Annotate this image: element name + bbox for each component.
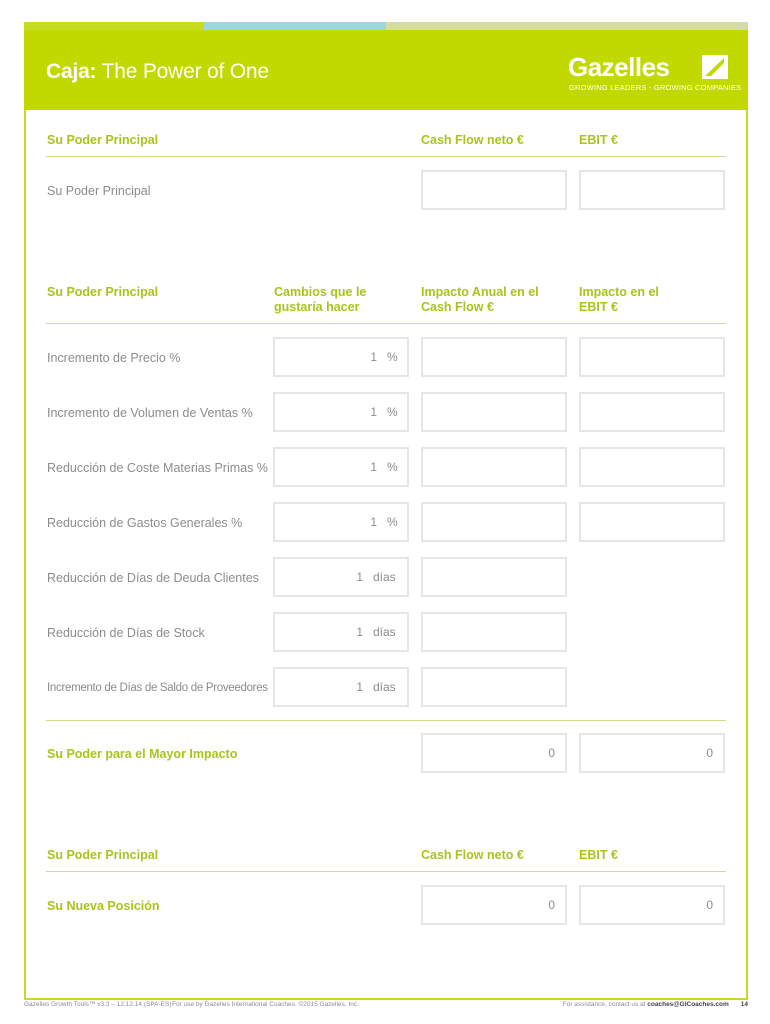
s2-impact-cashflow-value: 0 [548,746,555,760]
s2-row-label: Incremento de Volumen de Ventas % [47,406,253,420]
footer-copyright: For use by Gazelles International Coaches. ©2015 Gazelles, Inc. [172,1001,359,1008]
logo-word: Gazelles [568,52,670,82]
footer-assistance [563,1001,748,1008]
s2-change-field[interactable] [273,337,409,377]
top-strip-khaki [386,22,748,30]
s3-col-ebit: EBIT € [579,848,618,862]
s2-impact-cashflow-field[interactable] [421,733,567,773]
s1-ebit-field[interactable] [579,170,725,210]
s2-cashflow-field[interactable] [421,612,567,652]
s2-change-value: 1 [370,515,377,529]
s2-row-label: Reducción de Gastos Generales % [47,516,243,530]
gazelle-leap-icon [702,55,728,79]
s2-change-field[interactable] [273,502,409,542]
s2-impact-ebit-field[interactable] [579,733,725,773]
s2-change-unit: % [387,515,398,529]
s2-change-field[interactable] [273,557,409,597]
s2-change-field[interactable] [273,667,409,707]
top-strip-blue [204,22,386,30]
s2-cashflow-field[interactable] [421,447,567,487]
s2-cashflow-field[interactable] [421,502,567,542]
footer-assist-text: For assistance, contact us at [562,1001,648,1008]
logo-tagline: GROWING LEADERS - GROWING COMPANIES [569,83,742,92]
s2-change-unit: % [387,405,398,419]
s2-change-value: 1 [356,625,363,639]
s1-col-ebit: EBIT € [579,133,618,147]
s2-cashflow-field[interactable] [421,392,567,432]
s1-divider [46,156,726,157]
footer-version: Gazelles Growth Tools™ v3.3 – 12.12.14 (SPA-ES) [24,1001,172,1008]
s2-change-value: 1 [370,405,377,419]
s3-ebit-field[interactable] [579,885,725,925]
s2-change-unit: días [373,680,396,694]
s2-change-value: 1 [356,570,363,584]
s2-change-field[interactable] [273,447,409,487]
s2-change-field[interactable] [273,612,409,652]
s2-cashflow-field[interactable] [421,557,567,597]
s2-col-cashflow: Impacto Anual en el Cash Flow € [421,285,539,314]
s2-change-unit: días [373,570,396,584]
s2-cashflow-field[interactable] [421,337,567,377]
s2-change-unit: % [387,350,398,364]
s2-row-label: Incremento de Días de Saldo de Proveedores [47,682,268,694]
page-title [46,60,269,84]
s2-change-unit: días [373,625,396,639]
s2-row-label: Reducción de Coste Materias Primas % [47,461,268,475]
page-title-rest: The Power of One [96,60,269,83]
s2-impact-label: Su Poder para el Mayor Impacto [47,747,238,761]
s3-col-principal: Su Poder Principal [47,848,159,862]
s2-change-field[interactable] [273,392,409,432]
s2-row-label: Reducción de Días de Stock [47,626,205,640]
s3-divider [46,871,726,872]
s2-row-label: Reducción de Días de Deuda Clientes [47,571,259,585]
s2-change-value: 1 [370,350,377,364]
s2-ebit-field[interactable] [579,337,725,377]
s3-col-cashflow: Cash Flow neto € [421,848,524,862]
s3-cashflow-field[interactable] [421,885,567,925]
s2-row-label: Incremento de Precio % [47,351,181,365]
footer-page-number: 14 [740,1001,748,1008]
s2-divider [46,323,726,324]
s2-col-ebit: Impacto en el EBIT € [579,285,659,314]
s2-total-divider [46,720,726,721]
page-title-bold: Caja: [46,60,97,83]
header-banner [24,30,748,110]
s1-cashflow-field[interactable] [421,170,567,210]
s1-col-principal: Su Poder Principal [47,133,159,147]
s3-row-label: Su Nueva Posición [47,899,160,913]
s2-cashflow-field[interactable] [421,667,567,707]
s2-impact-ebit-value: 0 [706,746,713,760]
s2-col-changes: Cambios que le gustaría hacer [274,285,367,314]
s2-ebit-field[interactable] [579,502,725,542]
s1-col-cashflow: Cash Flow neto € [421,133,524,147]
s2-col-principal: Su Poder Principal [47,285,159,299]
s1-row-label: Su Poder Principal [47,184,151,198]
s3-ebit-value: 0 [706,898,713,912]
top-strip-green [24,22,204,30]
s2-change-value: 1 [370,460,377,474]
s2-ebit-field[interactable] [579,447,725,487]
footer-email-link[interactable]: coaches@GICoaches.com [647,1001,729,1008]
gazelles-logo [568,52,742,96]
s2-change-unit: % [387,460,398,474]
s3-cashflow-value: 0 [548,898,555,912]
s2-change-value: 1 [356,680,363,694]
s2-ebit-field[interactable] [579,392,725,432]
